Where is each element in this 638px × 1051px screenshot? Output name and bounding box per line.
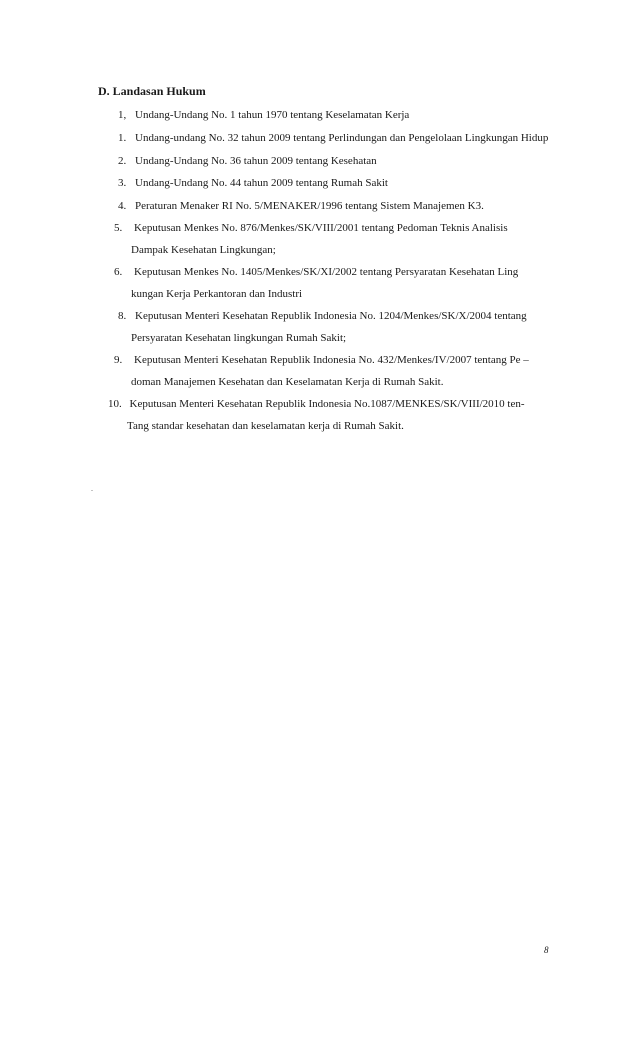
list-item — [118, 176, 388, 190]
item-number: 9. — [114, 354, 123, 366]
list-item — [118, 131, 548, 145]
item-text: Keputusan Menkes No. 876/Menkes/SK/VIII/2001 tentang Pedoman Teknis Analisis — [134, 222, 508, 234]
list-item — [114, 221, 508, 235]
stray-dot: . — [91, 484, 93, 493]
item-number: 8. — [118, 310, 127, 322]
item-number: 10. — [108, 398, 122, 410]
item-continuation: Tang standar kesehatan dan keselamatan kerja di Rumah Sakit. — [127, 420, 404, 432]
item-number: 2. — [118, 155, 127, 167]
list-item — [118, 108, 409, 122]
item-text: Keputusan Menteri Kesehatan Republik Indonesia No.1087/MENKES/SK/VIII/2010 ten- — [129, 398, 525, 410]
list-item — [118, 199, 484, 213]
page-number: 8 — [544, 945, 549, 955]
item-text: Undang-Undang No. 44 tahun 2009 tentang Rumah Sakit — [135, 177, 388, 189]
list-item — [118, 154, 377, 168]
list-item — [114, 353, 529, 367]
list-item — [118, 309, 527, 323]
list-item — [114, 265, 518, 279]
item-number: 3. — [118, 177, 127, 189]
item-continuation: doman Manajemen Kesehatan dan Keselamatan Kerja di Rumah Sakit. — [131, 376, 444, 388]
item-text: Keputusan Menteri Kesehatan Republik Indonesia No. 1204/Menkes/SK/X/2004 tentang — [135, 310, 527, 322]
item-number: 6. — [114, 266, 123, 278]
item-text: Undang-Undang No. 36 tahun 2009 tentang Kesehatan — [135, 155, 377, 167]
item-number: 1. — [118, 132, 127, 144]
item-number: 5. — [114, 222, 123, 234]
item-text: Undang-undang No. 32 tahun 2009 tentang Perlindungan dan Pengelolaan Lingkungan Hidup — [135, 132, 549, 144]
item-number: 1, — [118, 109, 127, 121]
item-text: Keputusan Menteri Kesehatan Republik Indonesia No. 432/Menkes/IV/2007 tentang Pe – — [134, 354, 529, 366]
item-continuation: kungan Kerja Perkantoran dan Industri — [131, 288, 303, 300]
section-heading: D. Landasan Hukum — [98, 84, 206, 98]
item-continuation: Dampak Kesehatan Lingkungan; — [131, 244, 276, 256]
item-number: 4. — [118, 200, 127, 212]
item-text: Peraturan Menaker RI No. 5/MENAKER/1996 tentang Sistem Manajemen K3. — [135, 200, 484, 212]
list-item — [108, 397, 525, 411]
item-text: Keputusan Menkes No. 1405/Menkes/SK/XI/2002 tentang Persyaratan Kesehatan Ling — [134, 266, 519, 278]
item-text: Undang-Undang No. 1 tahun 1970 tentang Keselamatan Kerja — [135, 109, 410, 121]
item-continuation: Persyaratan Kesehatan lingkungan Rumah Sakit; — [131, 332, 347, 344]
